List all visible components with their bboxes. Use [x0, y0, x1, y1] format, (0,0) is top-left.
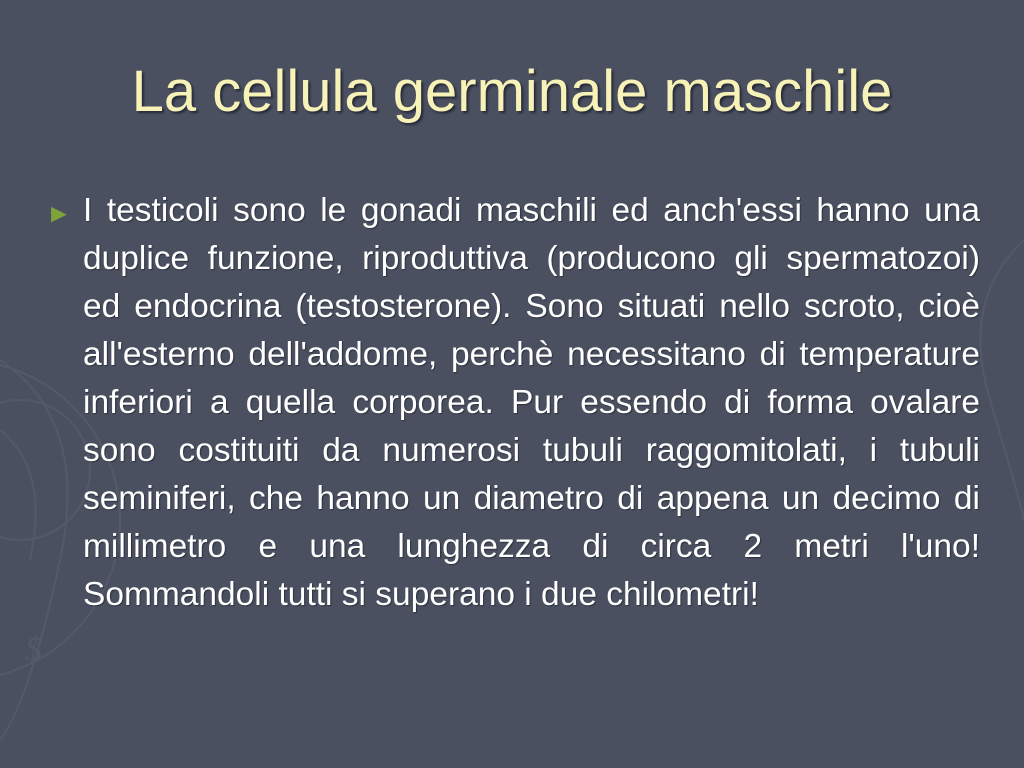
bullet-arrow-icon: ►: [46, 198, 72, 228]
bullet-text: I testicoli sono le gonadi maschili ed anch'essi hanno una duplice funzione, riproduttiva (producono gli spermatozoi) ed endocrina (testosterone). Sono situati nello scroto, cioè all'esterno dell'addome, perchè necessitano di temperature inferiori a quella corporea. Pur essendo di forma ovalare sono costituiti da numerosi tubuli raggomitolati, i tubuli seminiferi, che hanno un diametro di appena un decimo di millimetro e una lunghezza di circa 2 metri l'uno! Sommandoli tutti si superano i due chilometri!: [83, 192, 980, 613]
deco-arc-right: [980, 240, 1024, 520]
deco-circle-medium: [0, 400, 90, 540]
slide-title: La cellula germinale maschile: [131, 59, 893, 124]
deco-curve: [0, 360, 68, 740]
deco-dollar-glyph: $: [25, 631, 42, 668]
